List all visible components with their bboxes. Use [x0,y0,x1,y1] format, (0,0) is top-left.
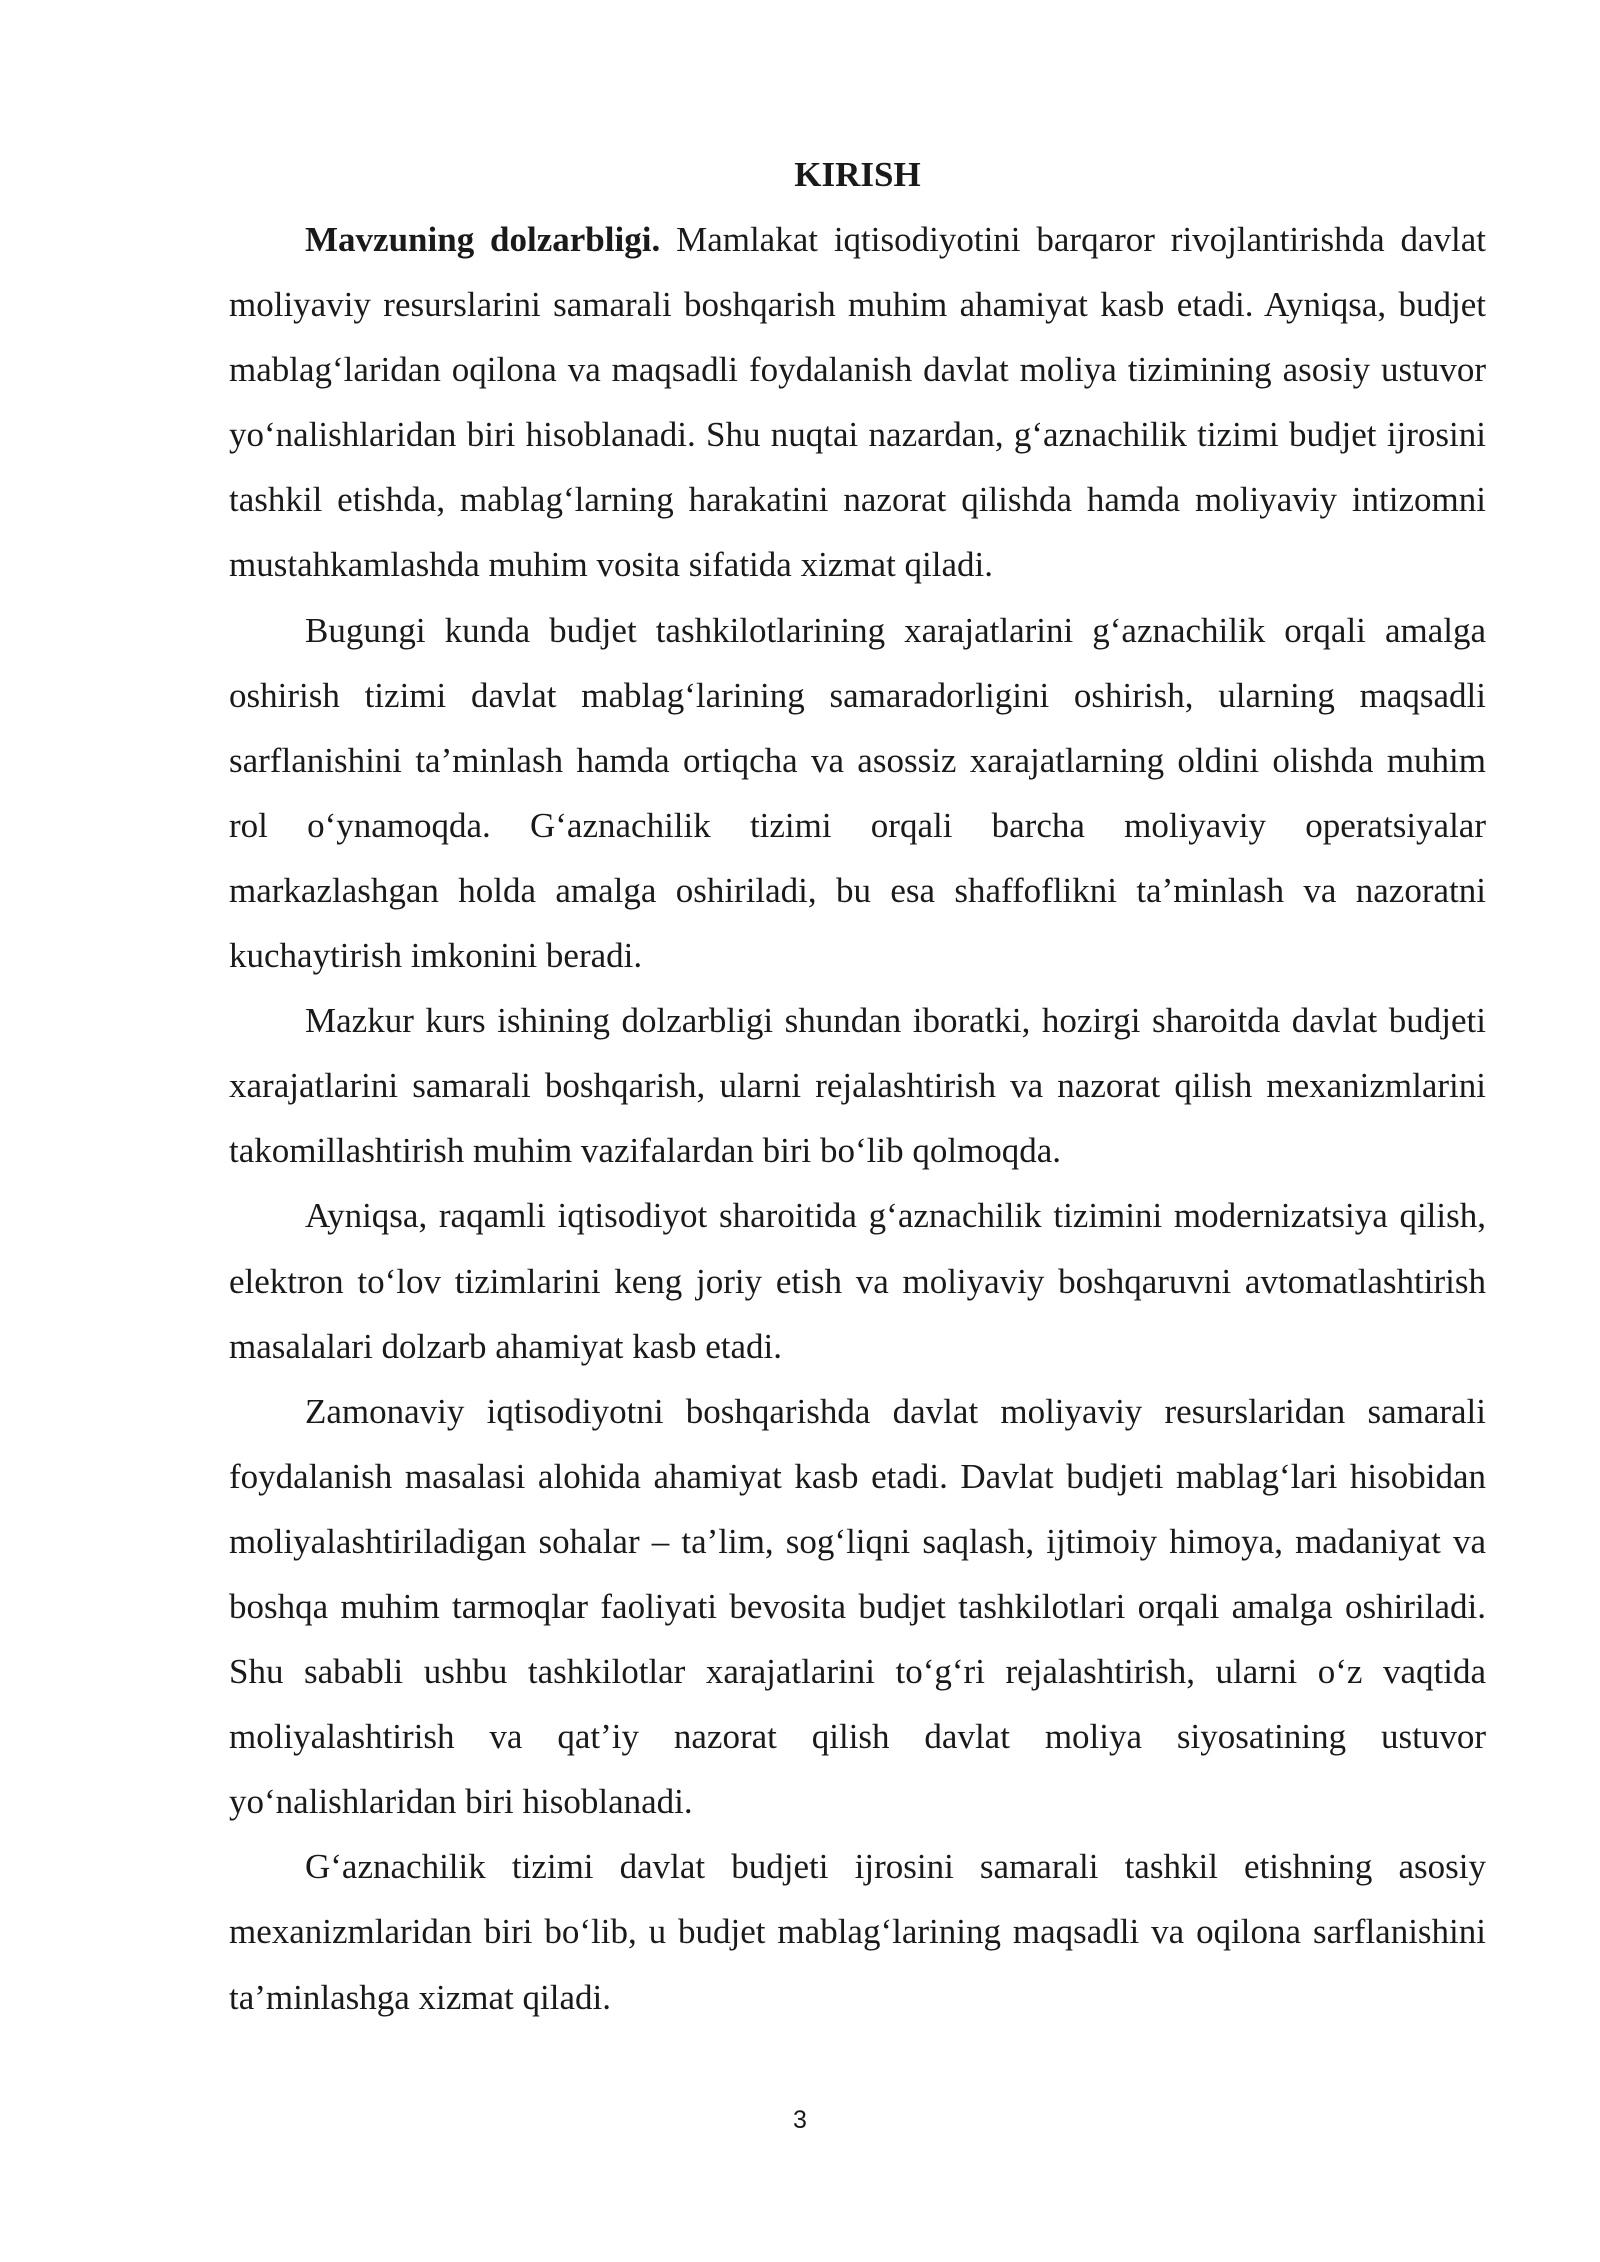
paragraph: Mazkur kurs ishining dolzarbligi shundan iboratki, hozirgi sharoitda davlat budjeti xarajatlarini samarali boshqarish, ularni rejalashtirish va nazorat qilish mexanizmlarini takomillashtirish muhim vazifalardan biri bo‘lib qolmoqda. [229,1001,1486,1171]
section-heading: KIRISH [794,155,921,194]
paragraph-relevance [229,207,1486,598]
paragraph: Bugungi kunda budjet tashkilotlarining xarajatlarini g‘aznachilik orqali amalga oshirish tizimi davlat mablag‘larining samaradorligini oshirish, ularning maqsadli sarflanishini ta’minlash hamda ortiqcha va asossiz xarajatlarning oldini olishda muhim rol o‘ynamoqda. G‘aznachilik tizimi orqali barcha moliyaviy operatsiyalar markazlashgan holda amalga oshiriladi, bu esa shaffoflikni ta’minlash va nazoratni kuchaytirish imkonini beradi. [229,610,1486,976]
document-body [229,150,1486,2030]
paragraph: G‘aznachilik tizimi davlat budjeti ijrosini samarali tashkil etishning asosiy mexanizmlaridan biri bo‘lib, u budjet mablag‘larining maqsadli va oqilona sarflanishini ta’minlashga xizmat qiladi. [229,1847,1486,2017]
paragraph-text: Mamlakat iqtisodiyotini barqaror rivojlantirishda davlat moliyaviy resurslarini samarali boshqarish muhim ahamiyat kasb etadi. Ayniqsa, budjet mablag‘laridan oqilona va maqsadli foydalanish davlat moliya tizimining asosiy ustuvor yo‘nalishlaridan biri hisoblanadi. Shu nuqtai nazardan, g‘aznachilik tizimi budjet ijrosini tashkil etishda, mablag‘larning harakatini nazorat qilishda hamda moliyaviy intizomni mustahkamlashda muhim vosita sifatida xizmat qiladi. [229,220,1487,585]
paragraph-lead: Mavzuning dolzarbligi. [305,220,661,259]
paragraph: Ayniqsa, raqamli iqtisodiyot sharoitida g‘aznachilik tizimini modernizatsiya qilish, elektron to‘lov tizimlarini keng joriy etish va moliyaviy boshqaruvni avtomatlashtirish masalalari dolzarb ahamiyat kasb etadi. [229,1196,1486,1366]
page-number: 3 [793,2106,807,2134]
paragraph: Zamonaviy iqtisodiyotni boshqarishda davlat moliyaviy resurslaridan samarali foydalanish masalasi alohida ahamiyat kasb etadi. Davlat budjeti mablag‘lari hisobidan moliyalashtiriladigan sohalar – ta’lim, sog‘liqni saqlash, ijtimoiy himoya, madaniyat va boshqa muhim tarmoqlar faoliyati bevosita budjet tashkilotlari orqali amalga oshiriladi. Shu sababli ushbu tashkilotlar xarajatlarini to‘g‘ri rejalashtirish, ularni o‘z vaqtida moliyalashtirish va qat’iy nazorat qilish davlat moliya siyosatining ustuvor yo‘nalishlaridan biri hisoblanadi. [229,1391,1486,1822]
